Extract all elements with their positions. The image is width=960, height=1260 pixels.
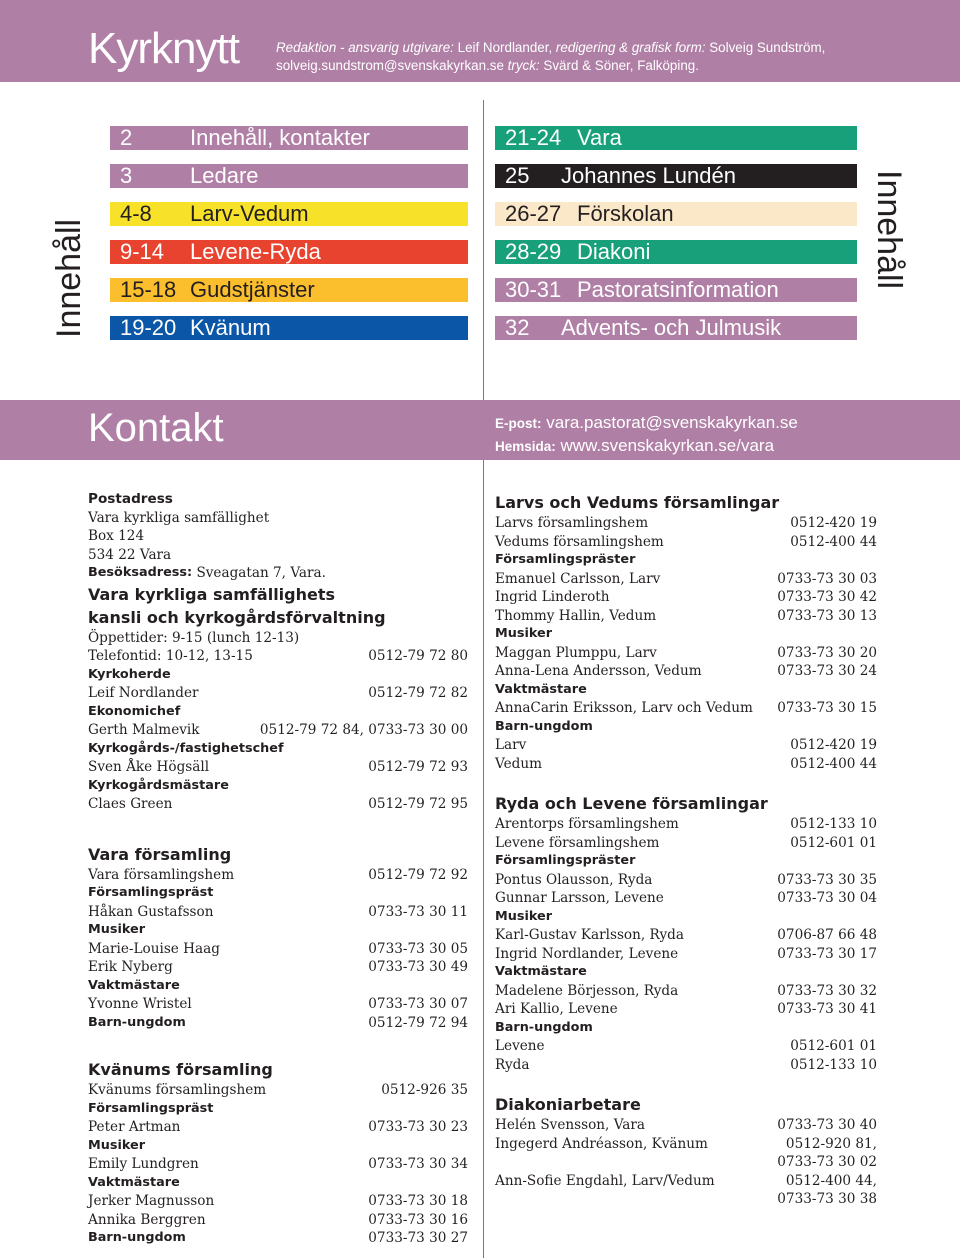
contact-name: Leif Nordlander [88,685,199,701]
left-contact-column [88,490,468,1248]
phone-number: 0512-601 01 [790,1038,877,1054]
tryck-label: tryck: [507,58,540,73]
toc-entry [110,240,468,264]
role-label-row [495,963,877,982]
contact-row [495,588,877,607]
phone-number: 0512-79 72 94 [368,1014,468,1031]
role-label-row [88,1229,468,1248]
role-label: Vaktmästare [495,964,587,979]
role-label: Barn-ungdom [88,1014,186,1030]
role-label: Kyrkogårdsmästare [88,777,229,793]
toc-page-number: 28-29 [505,240,562,264]
contact-name: Emanuel Carlsson, Larv [495,570,661,587]
contact-name: Öppettider: 9-15 (lunch 12-13) [88,629,300,646]
role-label-row [495,852,877,871]
toc-section-title: Advents- och Julmusik [561,316,782,340]
contact-name: Jerker Magnusson [88,1193,215,1209]
role-label: Musiker [495,908,553,924]
larv-list [495,514,877,773]
toc-section-title: Förskolan [577,202,674,226]
contact-name: Annika Berggren [88,1211,206,1228]
contact-row [495,1190,877,1209]
phone-number: 0706-87 66 48 [777,927,877,943]
role-label-row [495,551,877,570]
role-label-row [88,921,468,940]
contact-name: Telefontid: 10-12, 13-15 [88,648,253,664]
contact-name: Ann-Sofie Engdahl, Larv/Vedum [495,1172,715,1189]
samf-subheading: kansli och kyrkogårdsförvaltning [88,607,386,627]
contact-name: Marie-Louise Haag [88,940,220,957]
phone-number: 0512-926 35 [381,1082,468,1098]
toc-section-title: Innehåll, kontakter [190,126,370,150]
phone-number: 0733-73 30 27 [368,1230,468,1246]
phone-number: 0733-73 30 49 [368,959,468,975]
contact-name: Karl-Gustav Karlsson, Ryda [495,927,684,943]
toc-entry [495,316,857,340]
role-label-row [88,1137,468,1156]
role-label: Församlingspräst [88,1100,214,1116]
larv-heading: Larvs och Vedums församlingar [495,493,780,512]
role-label: Kyrkoherde [88,666,171,682]
contact-row [88,721,468,740]
contact-row [495,1135,877,1154]
contact-name: Vedum [495,755,542,772]
toc-section-title: Pastoratsinformation [577,278,779,302]
besoksadress-line [88,564,468,583]
contact-name: Thommy Hallin, Vedum [495,607,657,624]
contact-name: Levene [495,1038,545,1054]
editor-email: solveig.sundstrom@svenskakyrkan.se [276,58,504,73]
contact-row [88,1211,468,1230]
phone-number: 0512-133 10 [790,816,877,832]
vara-list [88,866,468,1033]
role-label-row [88,740,468,759]
toc-page-number: 9-14 [120,240,165,264]
phone-number: 0733-73 30 13 [777,607,877,624]
role-label-row [88,1174,468,1193]
contact-row [88,795,468,814]
right-contact-column [495,492,877,1209]
contact-row [495,1172,877,1191]
contact-row [495,1037,877,1056]
kontakt-links [495,412,798,458]
role-label: Församlingspräst [88,885,214,900]
phone-number: 0733-73 30 11 [368,903,468,920]
role-label-row [495,681,877,700]
contact-name: Ingrid Linderoth [495,589,610,605]
role-label-row [88,703,468,722]
contact-row [495,834,877,853]
phone-number: 0733-73 30 18 [368,1193,468,1209]
contact-name: Madelene Börjesson, Ryda [495,982,679,999]
role-label: Barn-ungdom [495,718,593,734]
contact-row [88,758,468,777]
diakoni-list [495,1116,877,1209]
toc-section-title: Ledare [190,164,259,188]
phone-number: 0512-79 72 84, 0733-73 30 00 [259,722,468,738]
phone-number: 0733-73 30 32 [777,982,877,999]
contact-name: Ingrid Nordlander, Levene [495,945,679,962]
toc-section-title: Vara [577,126,622,150]
contact-name: Larvs församlingshem [495,515,649,531]
toc-entry [110,126,468,150]
redigering-label: redigering & grafisk form: [555,40,706,55]
role-label-row [88,666,468,685]
phone-number: 0512-79 72 92 [368,866,468,883]
toc-page-number: 15-18 [120,278,177,302]
toc-entry [495,164,857,188]
toc-entry [110,278,468,302]
toc-entry [495,126,857,150]
contact-name: AnnaCarin Eriksson, Larv och Vedum [495,700,753,716]
website-link[interactable]: www.svenskakyrkan.se/vara [560,436,775,455]
contact-row [495,926,877,945]
toc-section-title: Diakoni [577,240,651,264]
phone-number: 0733-73 30 02 [777,1154,877,1170]
kvanum-heading: Kvänums församling [88,1060,273,1079]
contact-name: Pontus Olausson, Ryda [495,871,653,888]
phone-number: 0512-400 44 [790,533,877,550]
toc-section-title: Johannes Lundén [561,164,736,188]
role-label-row [495,1019,877,1038]
phone-number: 0733-73 30 16 [368,1211,468,1228]
toc-page-number: 26-27 [505,202,562,226]
phone-number: 0733-73 30 23 [368,1119,468,1135]
ryda-heading: Ryda och Levene församlingar [495,794,768,813]
email-line: E-post: vara.pastorat@svenskakyrkan.se [495,413,798,432]
contact-name: Vedums församlingshem [495,533,664,550]
toc-page-number: 25 [505,164,530,188]
contact-name: Ingegerd Andréasson, Kvänum [495,1135,708,1152]
contact-row [495,1116,877,1135]
phone-number: 0512-79 72 93 [368,759,468,775]
role-label: Musiker [88,922,146,937]
contact-name: Ryda [495,1056,530,1073]
phone-number: 0733-73 30 42 [777,589,877,605]
contact-name: Håkan Gustafsson [88,903,214,920]
redaktion-label: Redaktion - ansvarig utgivare: [276,40,454,55]
toc-page-number: 3 [120,164,133,188]
contact-row [495,1000,877,1019]
role-label: Vaktmästare [88,977,180,993]
kvanum-list [88,1081,468,1248]
contact-row [88,903,468,922]
contact-row [495,699,877,718]
toc-page-number: 2 [120,126,133,150]
phone-number: 0733-73 30 24 [777,663,877,679]
toc-side-label-right: Innehåll [870,170,908,290]
contact-row [495,644,877,663]
contact-row [88,684,468,703]
toc-entry [495,278,857,302]
role-label-row [495,718,877,737]
column-divider [483,100,484,400]
phone-number: 0733-73 30 38 [777,1191,877,1207]
contact-row [88,995,468,1014]
toc-section-title: Levene-Ryda [190,240,321,264]
contact-row [495,815,877,834]
role-label-row [495,625,877,644]
role-label-row [88,977,468,996]
toc-section-title: Gudstjänster [190,278,315,302]
contact-name: Yvonne Wristel [88,996,192,1012]
phone-number: 0733-73 30 41 [777,1001,877,1017]
contact-row [495,1153,877,1172]
toc-entry [495,240,857,264]
postadress-line: Vara kyrkliga samfällighet [88,509,270,526]
contact-name: Ari Kallio, Levene [495,1001,618,1017]
role-label: Musiker [495,626,553,641]
contact-name: Gunnar Larsson, Levene [495,890,664,906]
role-label-row [88,884,468,903]
phone-number: 0733-73 30 05 [368,940,468,957]
samf-heading: Vara kyrkliga samfällighets [88,584,336,604]
role-label-row [88,1100,468,1119]
contact-name: Levene församlingshem [495,834,660,851]
phone-number: 0512-400 44, [785,1172,877,1189]
contact-row [88,647,468,666]
toc-entry [495,202,857,226]
toc-entry [110,316,468,340]
toc-entry [110,202,468,226]
toc-page-number: 19-20 [120,316,177,340]
contact-name: Peter Artman [88,1119,181,1135]
role-label: Kyrkogårds-/fastighetschef [88,740,284,756]
samf-list [88,629,468,814]
phone-number: 0733-73 30 03 [777,570,877,587]
contact-name: Maggan Plumppu, Larv [495,644,657,661]
role-label: Vaktmästare [495,681,587,697]
role-label-row [495,908,877,927]
role-label: Musiker [88,1137,146,1153]
contact-name: Claes Green [88,796,173,812]
phone-number: 0733-73 30 40 [777,1117,877,1133]
contact-row [88,958,468,977]
newsletter-title: Kyrknytt [88,24,239,73]
contact-name: Erik Nyberg [88,959,173,975]
role-label: Församlingspräster [495,552,636,567]
contact-row [495,607,877,626]
contact-row [495,514,877,533]
besoksadress-value: Sveagatan 7, Vara. [196,565,326,581]
phone-number: 0733-73 30 07 [368,996,468,1012]
diakoni-heading: Diakoniarbetare [495,1095,641,1114]
phone-number: 0512-400 44 [790,755,877,772]
role-label: Barn-ungdom [88,1230,186,1245]
phone-number: 0733-73 30 20 [777,644,877,661]
phone-number: 0733-73 30 35 [777,871,877,888]
role-label: Ekonomichef [88,703,181,719]
contact-name: Emily Lundgren [88,1156,199,1172]
role-label: Vaktmästare [88,1174,180,1190]
toc-side-label-left: Innehåll [50,218,88,338]
contact-name: Helén Svensson, Vara [495,1117,645,1133]
phone-number: 0512-601 01 [790,834,877,851]
contact-row [88,1081,468,1100]
contact-row [495,889,877,908]
contact-row [495,982,877,1001]
phone-number: 0512-420 19 [790,515,877,531]
contact-row [495,533,877,552]
role-label-row [88,777,468,796]
email-link[interactable]: vara.pastorat@svenskakyrkan.se [546,413,798,432]
contact-row [88,866,468,885]
besoksadress-label: Besöksadress: [88,565,193,580]
postadress-label: Postadress [88,491,173,507]
editorial-credits [276,39,946,75]
vara-heading: Vara församling [88,844,232,864]
toc-page-number: 32 [505,316,530,340]
toc-section-title: Kvänum [190,316,271,340]
phone-number: 0733-73 30 17 [777,945,877,962]
contact-row [88,629,468,648]
toc-page-number: 21-24 [505,126,562,150]
role-label: Barn-ungdom [495,1019,593,1035]
toc-page-number: 30-31 [505,278,562,302]
ryda-list [495,815,877,1074]
contact-row [88,1192,468,1211]
redaktion-value: Leif Nordlander, [457,40,553,55]
contact-name: Anna-Lena Andersson, Vedum [495,663,702,679]
postadress-line: 534 22 Vara [88,546,172,563]
phone-number: 0512-133 10 [790,1056,877,1073]
phone-number: 0512-79 72 80 [368,648,468,664]
contact-row [495,736,877,755]
contact-row [495,662,877,681]
contact-name: Gerth Malmevik [88,722,200,738]
contact-row [88,1118,468,1137]
contact-row [495,570,877,589]
phone-number: 0733-73 30 34 [368,1156,468,1172]
contact-name: Larv [495,737,527,753]
phone-number: 0512-920 81, [785,1135,877,1152]
contact-row [495,871,877,890]
postadress-line: Box 124 [88,528,145,544]
toc-page-number: 4-8 [120,202,152,226]
redigering-value: Solveig Sundström, [709,40,826,55]
role-label-row [88,1014,468,1033]
contact-name: Vara församlingshem [88,866,235,883]
kontakt-title: Kontakt [88,406,224,450]
contact-row [495,945,877,964]
toc-section-title: Larv-Vedum [190,202,309,226]
phone-number: 0733-73 30 04 [777,890,877,906]
contact-row [495,1056,877,1075]
contact-name: Sven Åke Högsäll [88,759,210,775]
contact-name: Kvänums församlingshem [88,1082,267,1098]
contact-row [88,940,468,959]
role-label: Församlingspräster [495,853,636,868]
contact-row [88,1155,468,1174]
phone-number: 0512-79 72 95 [368,796,468,812]
phone-number: 0733-73 30 15 [777,700,877,716]
contact-row [495,755,877,774]
phone-number: 0512-420 19 [790,737,877,753]
tryck-value: Svärd & Söner, Falköping. [543,58,699,73]
phone-number: 0512-79 72 82 [368,685,468,701]
toc-entry [110,164,468,188]
contact-name: Arentorps församlingshem [495,816,679,832]
website-line: Hemsida: www.svenskakyrkan.se/vara [495,436,775,455]
column-divider-bottom [483,460,484,1258]
